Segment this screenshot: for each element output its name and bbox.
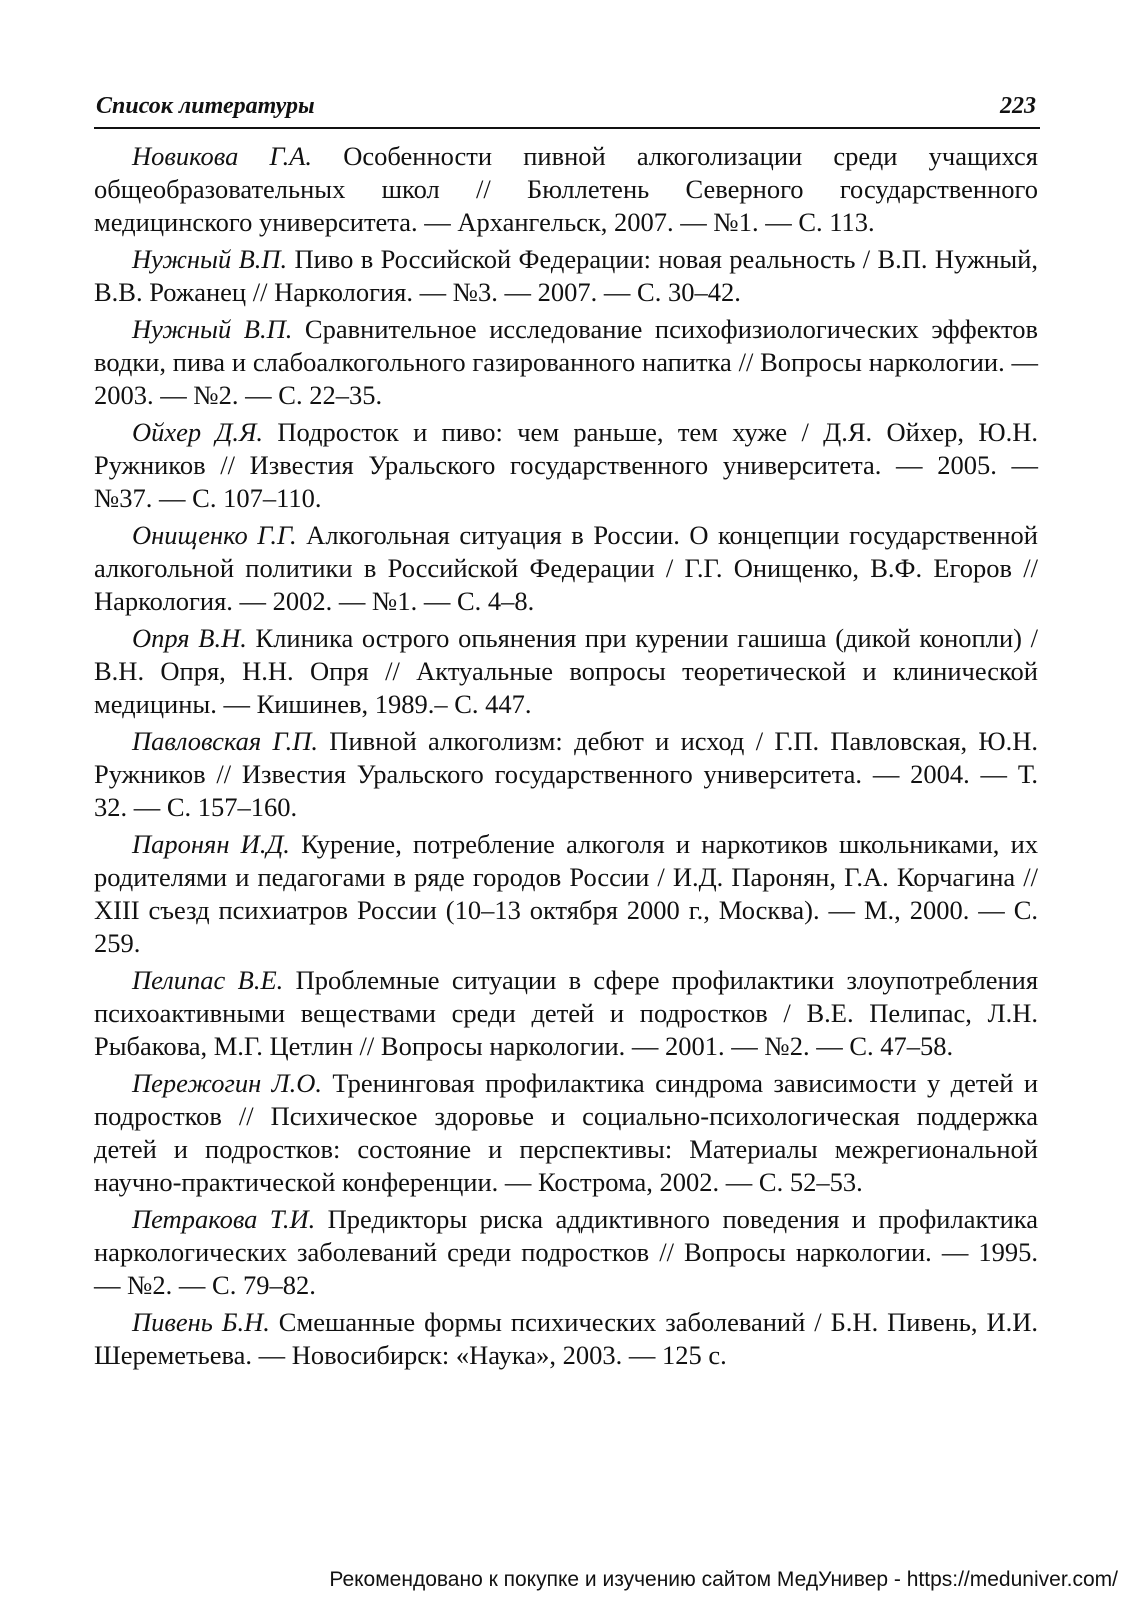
bibliography-entry bbox=[94, 243, 1038, 309]
entry-text: Алкогольная ситуация в России. О концепции государственной алкогольной политики в Российской Федерации / Г.Г. Онищенко, В.Ф. Егоров // Наркология. — 2002. — №1. — С. 4–8. bbox=[94, 520, 1038, 616]
entry-author: Паронян И.Д. bbox=[132, 829, 290, 859]
entry-author: Пелипас В.Е. bbox=[132, 965, 284, 995]
bibliography-entry bbox=[94, 622, 1038, 721]
entry-text: Курение, потребление алкоголя и наркотиков школьниками, их родителями и педагогами в ряде городов России / И.Д. Паронян, Г.А. Корчагина // XIII съезд психиатров России (10–13 октября 2000 г., Москва). — М., 2000. — С. 259. bbox=[94, 829, 1038, 958]
entry-text: Пивной алкоголизм: дебют и исход / Г.П. Павловская, Ю.Н. Ружников // Известия Уральского государственного университета. — 2004. — Т. 32. — С. 157–160. bbox=[94, 726, 1038, 822]
entry-author: Павловская Г.П. bbox=[132, 726, 319, 756]
bibliography-entry bbox=[94, 416, 1038, 515]
entry-author: Ойхер Д.Я. bbox=[132, 417, 264, 447]
section-title: Список литературы bbox=[96, 93, 315, 119]
bibliography-entry bbox=[94, 313, 1038, 412]
bibliography-list bbox=[94, 140, 1038, 1376]
entry-author: Нужный В.П. bbox=[132, 244, 288, 274]
entry-author: Нужный В.П. bbox=[132, 314, 293, 344]
entry-text: Предикторы риска аддиктивного поведения и профилактика наркологических заболеваний среди подростков // Вопросы наркологии. — 1995. — №2. — С. 79–82. bbox=[94, 1204, 1038, 1300]
bibliography-entry bbox=[94, 964, 1038, 1063]
entry-author: Опря В.Н. bbox=[132, 623, 247, 653]
entry-text: Пиво в Российской Федерации: новая реальность / В.П. Нужный, В.В. Рожанец // Наркология. — №3. — 2007. — С. 30–42. bbox=[94, 244, 1039, 307]
bibliography-entry bbox=[94, 1306, 1038, 1372]
entry-text: Клиника острого опьянения при курении гашиша (дикой конопли) / В.Н. Опря, Н.Н. Опря // Актуальные вопросы теоретической и клинической медицины. — Кишинев, 1989.– С. 447. bbox=[94, 623, 1038, 719]
entry-author: Пережогин Л.О. bbox=[132, 1068, 322, 1098]
entry-text: Подросток и пиво: чем раньше, тем хуже / Д.Я. Ойхер, Ю.Н. Ружников // Известия Уральского государственного университета. — 2005. — №37. — С. 107–110. bbox=[94, 417, 1038, 513]
bibliography-entry bbox=[94, 1203, 1038, 1302]
entry-text: Особенности пивной алкоголизации среди учащихся общеобразовательных школ // Бюллетень Северного государственного медицинского университета. — Архангельск, 2007. — №1. — С. 113. bbox=[94, 141, 1038, 237]
bibliography-entry bbox=[94, 140, 1038, 239]
footer-recommendation: Рекомендовано к покупке и изучению сайтом МедУнивер - https://meduniver.com/ bbox=[329, 1568, 1118, 1591]
bibliography-entry bbox=[94, 519, 1038, 618]
header-rule bbox=[94, 127, 1040, 129]
entry-text: Сравнительное исследование психофизиологических эффектов водки, пива и слабоалкогольного газированного напитка // Вопросы наркологии. — 2003. — №2. — С. 22–35. bbox=[94, 314, 1039, 410]
entry-text: Проблемные ситуации в сфере профилактики злоупотребления психоактивными веществами среди детей и подростков / В.Е. Пелипас, Л.Н. Рыбакова, М.Г. Цетлин // Вопросы наркологии. — 2001. — №2. — С. 47–58. bbox=[94, 965, 1039, 1061]
page-number: 223 bbox=[1000, 93, 1036, 119]
bibliography-entry bbox=[94, 828, 1038, 960]
running-head bbox=[96, 80, 1036, 120]
entry-author: Онищенко Г.Г. bbox=[132, 520, 297, 550]
entry-text: Тренинговая профилактика синдрома зависимости у детей и подростков // Психическое здоровье и социально-психологическая поддержка детей и подростков: состояние и перспективы: Материалы межрегиональной научно-практической конференции. — Кострома, 2002. — С. 52–53. bbox=[94, 1068, 1039, 1197]
bibliography-entry bbox=[94, 725, 1038, 824]
entry-author: Новикова Г.А. bbox=[132, 141, 313, 171]
entry-text: Смешанные формы психических заболеваний / Б.Н. Пивень, И.И. Шереметьева. — Новосибирск: «Наука», 2003. — 125 с. bbox=[94, 1307, 1038, 1370]
bibliography-entry bbox=[94, 1067, 1038, 1199]
entry-author: Пивень Б.Н. bbox=[132, 1307, 270, 1337]
entry-author: Петракова Т.И. bbox=[132, 1204, 316, 1234]
